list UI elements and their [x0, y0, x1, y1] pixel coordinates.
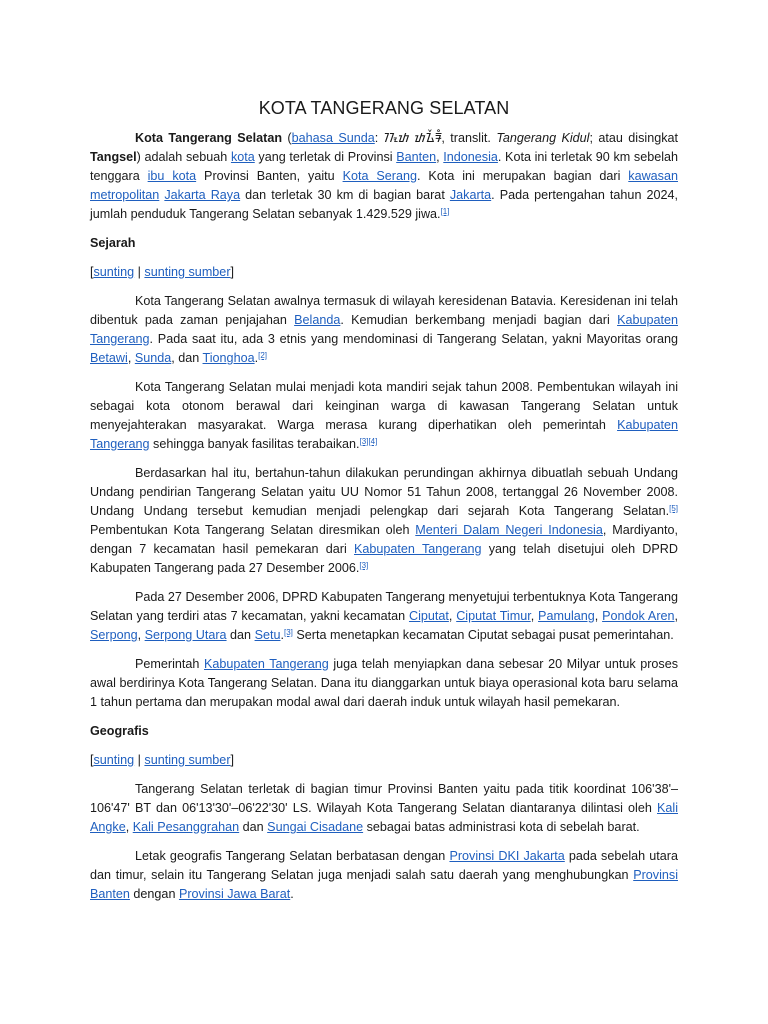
- link-provinsi-banten[interactable]: Provinsi Banten: [90, 868, 678, 901]
- link-banten[interactable]: Banten: [396, 150, 437, 164]
- link-kali-angke[interactable]: Kali Angke: [90, 801, 678, 834]
- link-sungai-cisadane[interactable]: Sungai Cisadane: [267, 820, 364, 834]
- link-pamulang[interactable]: Pamulang: [538, 609, 595, 623]
- sundanese-script: ᮊᮧᮒ ᮒᮍᮨᮛᮀ: [383, 131, 442, 145]
- edit-link[interactable]: sunting: [93, 265, 135, 279]
- link-kota-serang[interactable]: Kota Serang: [342, 169, 418, 183]
- link-betawi[interactable]: Betawi: [90, 351, 128, 365]
- reference-link[interactable]: [3][4]: [359, 437, 378, 446]
- link-ciputat-timur[interactable]: Ciputat Timur: [456, 609, 531, 623]
- link-bahasa-sunda[interactable]: bahasa Sunda: [291, 131, 375, 145]
- geografis-paragraph-2: Letak geografis Tangerang Selatan berbatasan dengan Provinsi DKI Jakarta pada sebelah utara dan timur, selain itu Tangerang Selatan juga menjadi salah satu daerah yang menghubungkan Provinsi Banten dengan Provinsi Jawa Barat.: [90, 849, 678, 901]
- edit-source-link[interactable]: sunting sumber: [144, 753, 231, 767]
- document-page: [90, 0, 678, 914]
- link-indonesia[interactable]: Indonesia: [443, 150, 498, 164]
- sejarah-paragraph-4: Pada 27 Desember 2006, DPRD Kabupaten Tangerang menyetujui terbentuknya Kota Tangerang Selatan yang terdiri atas 7 kecamatan, yakni kecamatan Ciputat, Ciputat Timur, Pamulang, Pondok Aren, Serpong, Serpong Utara dan Setu.[3] Serta menetapkan kecamatan Ciputat sebagai pusat pemerintahan.: [90, 590, 679, 642]
- reference-link[interactable]: [1]: [440, 207, 450, 216]
- sejarah-paragraph-1: Kota Tangerang Selatan awalnya termasuk di wilayah keresidenan Batavia. Keresidenan ini telah dibentuk pada zaman penjajahan Belanda. Kemudian berkembang menjadi bagian dari Kabupaten Tangerang. Pada saat itu, ada 3 etnis yang mendominasi di Tangerang Selatan, yakni Mayoritas orang Betawi, Sunda, dan Tionghoa.[2]: [90, 294, 678, 365]
- link-provinsi-jawa-barat[interactable]: Provinsi Jawa Barat: [178, 887, 291, 901]
- link-ciputat[interactable]: Ciputat: [408, 609, 449, 623]
- section-heading-sejarah: Sejarah: [90, 236, 136, 250]
- section-heading-geografis: Geografis: [90, 724, 149, 738]
- link-sunda[interactable]: Sunda: [134, 351, 172, 365]
- link-kota[interactable]: kota: [230, 150, 255, 164]
- link-kawasan-metropolitan[interactable]: kawasan metropolitan: [90, 169, 678, 202]
- sejarah-paragraph-3: Berdasarkan hal itu, bertahun-tahun dilakukan perundingan akhirnya dibuatlah sebuah Undang Undang pendirian Tangerang Selatan yaitu UU Nomor 51 Tahun 2008, tertanggal 26 November 2008. Undang Undang tersebut kemudian menjadi pelengkap dari sejarah Kota Tangerang Selatan.[5] Pembentukan Kota Tangerang Selatan diresmikan oleh Menteri Dalam Negeri Indonesia, Mardiyanto, dengan 7 kecamatan hasil pemekaran dari Kabupaten Tangerang yang telah disetujui oleh DPRD Kabupaten Tangerang pada 27 Desember 2006.[3]: [90, 466, 678, 575]
- link-menteri-dalam-negeri[interactable]: Menteri Dalam Negeri Indonesia: [415, 523, 603, 537]
- link-serpong-utara[interactable]: Serpong Utara: [144, 628, 227, 642]
- article-name: Kota Tangerang Selatan: [135, 131, 283, 145]
- reference-link[interactable]: [3]: [359, 561, 369, 570]
- reference-link[interactable]: [2]: [258, 351, 267, 360]
- link-pondok-aren[interactable]: Pondok Aren: [602, 609, 675, 623]
- link-ibu-kota[interactable]: ibu kota: [147, 169, 197, 183]
- link-jakarta[interactable]: Jakarta: [449, 188, 492, 202]
- link-belanda[interactable]: Belanda: [294, 313, 341, 327]
- edit-link[interactable]: sunting: [93, 753, 135, 767]
- sejarah-paragraph-5: Pemerintah Kabupaten Tangerang juga telah menyiapkan dana sebesar 20 Milyar untuk proses awal berdirinya Kota Tangerang Selatan. Dana itu dianggarkan untuk biaya operasional kota baru selama 1 tahun pertama dan merupakan modal awal dari daerah induk untuk wilayah hasil pemekaran.: [90, 657, 678, 709]
- sejarah-paragraph-2: Kota Tangerang Selatan mulai menjadi kota mandiri sejak tahun 2008. Pembentukan wilayah ini sebagai kota otonom berawal dari keinginan warga di kawasan Tangerang Selatan untuk menyejahterakan masyarakat. Warga merasa kurang diperhatikan oleh pemerintah Kabupaten Tangerang sehingga banyak fasilitas terabaikan.[3][4]: [90, 380, 678, 451]
- link-kali-pesanggrahan[interactable]: Kali Pesanggrahan: [132, 820, 240, 834]
- short-name: Tangsel: [90, 150, 137, 164]
- link-tionghoa[interactable]: Tionghoa: [202, 351, 255, 365]
- link-provinsi-dki-jakarta[interactable]: Provinsi DKI Jakarta: [449, 849, 565, 863]
- link-kabupaten-tangerang[interactable]: Kabupaten Tangerang: [90, 418, 678, 451]
- link-jakarta-raya[interactable]: Jakarta Raya: [164, 188, 241, 202]
- edit-source-link[interactable]: sunting sumber: [144, 265, 231, 279]
- translit-text: Tangerang Kidul: [496, 131, 590, 145]
- reference-link[interactable]: [5]: [669, 504, 678, 513]
- page-title: KOTA TANGERANG SELATAN: [258, 98, 510, 118]
- geografis-paragraph-1: Tangerang Selatan terletak di bagian timur Provinsi Banten yaitu pada titik koordinat 106'38'–106'47' BT dan 06'13'30'–06'22'30' LS. Wilayah Kota Tangerang Selatan diantaranya dilintasi oleh Kali Angke, Kali Pesanggrahan dan Sungai Cisadane sebagai batas administrasi kota di sebelah barat.: [90, 782, 678, 834]
- link-kabupaten-tangerang[interactable]: Kabupaten Tangerang: [90, 313, 678, 346]
- edit-links: [sunting | sunting sumber]: [90, 265, 235, 279]
- edit-links: [sunting | sunting sumber]: [90, 753, 235, 767]
- intro-paragraph: Kota Tangerang Selatan (bahasa Sunda: ᮊᮧᮒ ᮒᮍᮨᮛᮀ, translit. Tangerang Kidul; atau disingkat Tangsel) adalah sebuah kota yang terletak di Provinsi Banten, Indonesia. Kota ini terletak 90 km sebelah tenggara ibu kota Provinsi Banten, yaitu Kota Serang. Kota ini merupakan bagian dari kawasan metropolitan Jakarta Raya dan terletak 30 km di bagian barat Jakarta. Pada pertengahan tahun 2024, jumlah penduduk Tangerang Selatan sebanyak 1.429.529 jiwa.[1]: [90, 131, 679, 221]
- link-setu[interactable]: Setu: [254, 628, 281, 642]
- link-kabupaten-tangerang[interactable]: Kabupaten Tangerang: [203, 657, 329, 671]
- link-serpong[interactable]: Serpong: [90, 628, 138, 642]
- link-kabupaten-tangerang[interactable]: Kabupaten Tangerang: [354, 542, 482, 556]
- reference-link[interactable]: [3]: [283, 628, 293, 637]
